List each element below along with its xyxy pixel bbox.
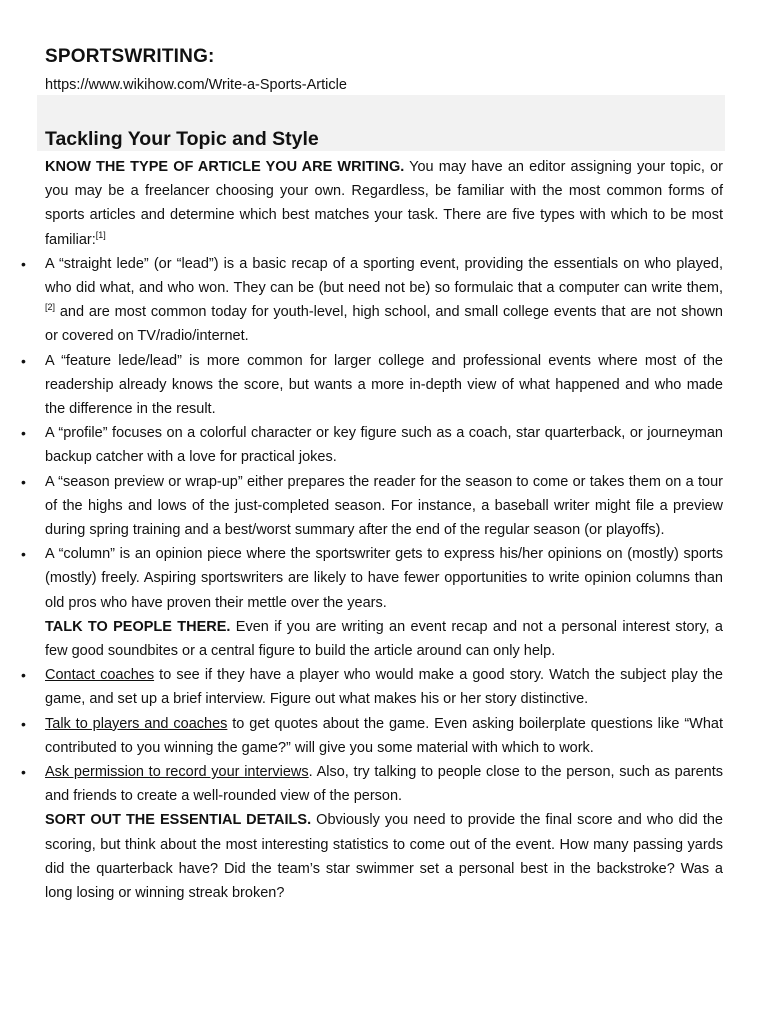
paragraph-lead: TALK TO PEOPLE THERE. bbox=[45, 618, 231, 635]
list-item-text: to see if they have a player who would make a good story. Watch the subject play the game, and set up a brief interview. Figure out what makes his or her story distinctive. bbox=[45, 667, 723, 708]
list-item-text: and are most common today for youth-level, high school, and small college events that are not shown or covered on TV/radio/internet. bbox=[45, 304, 723, 345]
link-talk-to-players[interactable]: Talk to players and coaches bbox=[45, 715, 228, 732]
list-item-text: A “column” is an opinion piece where the sportswriter gets to express his/her opinions on (mostly) sports (mostly) freely. Aspiring sportswriters are likely to have fewer opportunities to write opinion columns than old pros who have proven their mettle over the years. bbox=[45, 546, 723, 611]
paragraph-text: You may have an editor assigning your topic, or you may be a freelancer choosing your own. Regardless, be familiar with the most common forms of sports articles and determine which best matches your task. There are five types with which to be most familiar: bbox=[45, 159, 723, 248]
list-item-text: to get quotes about the game. Even asking boilerplate questions like “What contributed to you winning the game?” will give you some material with which to work. bbox=[45, 715, 723, 756]
article-body bbox=[45, 155, 723, 905]
list-item bbox=[45, 421, 723, 469]
list-item bbox=[45, 712, 723, 760]
talk-tips-list bbox=[45, 663, 723, 808]
list-item bbox=[45, 252, 723, 349]
paragraph-text: Even if you are writing an event recap and not a personal interest story, a few good soundbites or a central figure to build the article around can only help. bbox=[45, 618, 723, 660]
list-item-text: A “profile” focuses on a colorful character or key figure such as a coach, star quarterback, or journeyman backup catcher with a love for practical jokes. bbox=[45, 425, 723, 466]
section-heading: Tackling Your Topic and Style bbox=[45, 128, 319, 150]
list-item-text: A “feature lede/lead” is more common for larger college and professional events where most of the readership already knows the score, but wants a more in-depth view of what happened and who made the difference in the result. bbox=[45, 352, 723, 418]
paragraph-article-type bbox=[45, 155, 723, 252]
source-url[interactable]: https://www.wikihow.com/Write-a-Sports-Article bbox=[45, 77, 347, 93]
document-title: SPORTSWRITING: bbox=[45, 46, 215, 67]
paragraph-essential-details bbox=[45, 808, 723, 905]
list-item bbox=[45, 542, 723, 615]
paragraph-lead: SORT OUT THE ESSENTIAL DETAILS. bbox=[45, 812, 312, 829]
list-item-text: . Also, try talking to people close to the person, such as parents and friends to create a well-rounded view of the person. bbox=[45, 764, 724, 805]
reference-link[interactable]: [1] bbox=[95, 229, 106, 240]
reference-link[interactable]: [2] bbox=[45, 302, 56, 313]
list-item-text: A “straight lede” (or “lead”) is a basic recap of a sporting event, providing the essentials on who played, who did what, and who won. They can be (but need not be) so formulaic that a computer can write them, bbox=[45, 255, 723, 297]
paragraph-lead: KNOW THE TYPE OF ARTICLE YOU ARE WRITING. bbox=[45, 159, 405, 175]
list-item bbox=[45, 663, 723, 711]
list-item bbox=[45, 760, 723, 808]
list-item bbox=[45, 470, 723, 543]
list-item bbox=[45, 349, 723, 422]
paragraph-text: Obviously you need to provide the final score and who did the scoring, but think about the most interesting statistics to come out of the event. How many passing yards did the quarterback have? Did the team’s star swimmer set a personal best in the backstroke? Was a long losing or winning streak broken? bbox=[45, 812, 724, 902]
list-item-text: A “season preview or wrap-up” either prepares the reader for the season to come or takes them on a tour of the highs and lows of the just-completed season. For instance, a baseball writer might file a preview during spring training and a best/worst summary after the end of the regular season (or playoffs). bbox=[45, 473, 723, 539]
link-contact-coaches[interactable]: Contact coaches bbox=[45, 667, 155, 684]
paragraph-talk-to-people bbox=[45, 615, 723, 663]
article-types-list bbox=[45, 252, 723, 615]
link-ask-permission[interactable]: Ask permission to record your interviews bbox=[45, 764, 309, 781]
